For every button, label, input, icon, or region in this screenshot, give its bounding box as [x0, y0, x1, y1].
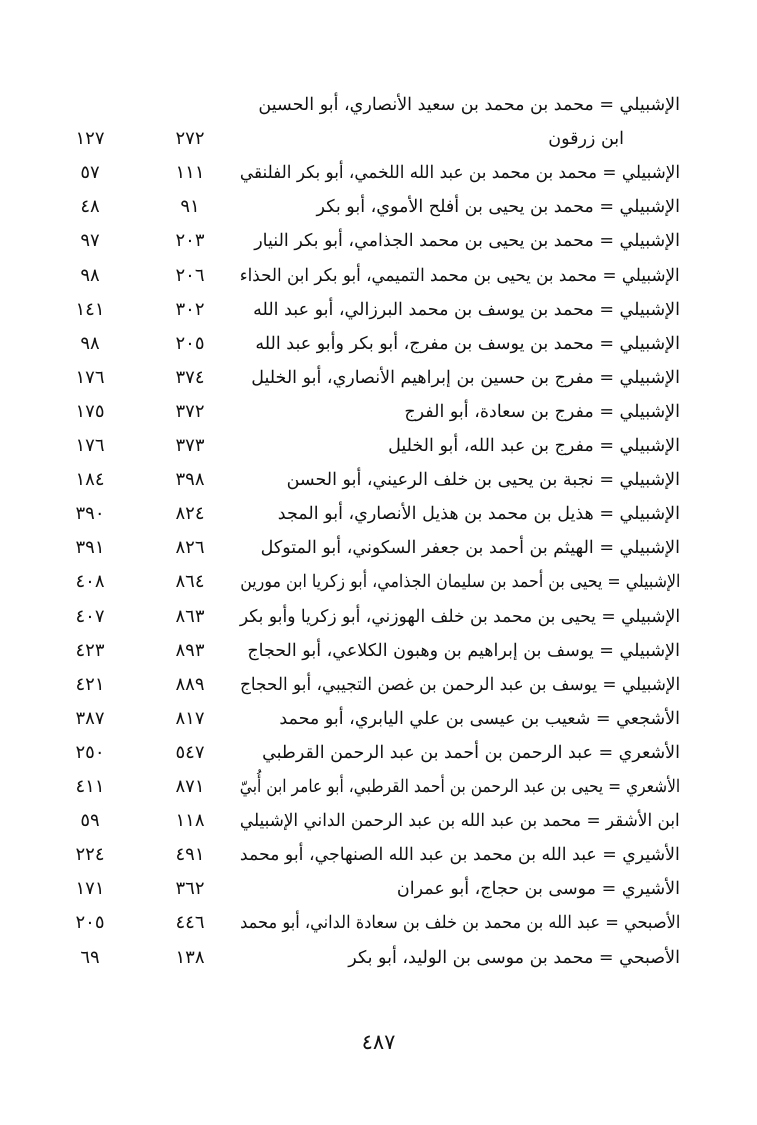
- entry-name: الأشعري = عبد الرحمن بن أحمد بن عبد الرحمن القرطبي: [262, 742, 680, 763]
- entry-name: الأصبحي = محمد بن موسى بن الوليد، أبو بكر: [348, 947, 680, 968]
- index-entry: [55, 736, 680, 770]
- entry-number: ٤٤٦: [175, 912, 205, 934]
- entry-page: ١٧٥: [75, 400, 105, 422]
- index-entry: [55, 668, 680, 702]
- entry-number: ٣٦٢: [175, 878, 205, 900]
- entry-name: الإشبيلي = مفرج بن عبد الله، أبو الخليل: [388, 436, 680, 456]
- entry-page: ٤٨: [80, 196, 100, 218]
- entry-page: ١٤١: [75, 298, 105, 320]
- index-entry: [55, 600, 680, 634]
- entry-number: ٨٨٩: [175, 673, 205, 695]
- index-entry: [55, 838, 680, 872]
- entry-name: الإشبيلي = مفرج بن حسين بن إبراهيم الأنصاري، أبو الخليل: [251, 367, 680, 388]
- entry-name: الإشبيلي = الهيثم بن أحمد بن جعفر السكوني، أبو المتوكل: [260, 538, 680, 559]
- entry-page: ٥٩: [80, 810, 100, 832]
- entry-name: الأشيري = موسى بن حجاج، أبو عمران: [396, 879, 680, 900]
- entry-number: ٩١: [180, 196, 200, 218]
- index-entry: [55, 395, 680, 429]
- index-entry: [55, 361, 680, 395]
- index-entry: [55, 259, 680, 293]
- entry-page: ٤١١: [75, 776, 105, 797]
- entry-number: ٨١٧: [175, 707, 205, 729]
- entry-number: ٨٩٣: [175, 639, 205, 661]
- entry-page: ٤٠٧: [75, 605, 105, 627]
- index-entry: [55, 463, 680, 497]
- index-entry: [55, 497, 680, 531]
- index-entry: [55, 293, 680, 327]
- entry-number: ٣٩٨: [175, 469, 205, 491]
- index-entry: [55, 702, 680, 736]
- entry-page: ١٧٦: [75, 435, 105, 456]
- entry-name: الأشعري = يحيى بن عبد الرحمن بن أحمد القرطبي، أبو عامر ابن أُبيّ: [239, 777, 680, 797]
- index-entry: [55, 224, 680, 258]
- entry-number: ٨٦٤: [175, 571, 205, 593]
- index-entry: [55, 156, 680, 190]
- entry-name: الإشبيلي = يوسف بن عبد الرحمن بن غصن التجيبي، أبو الحجاج: [239, 674, 680, 695]
- index-entry: [55, 634, 680, 668]
- entry-number: ٣٠٢: [175, 298, 205, 320]
- entry-page: ٤٢١: [75, 673, 105, 695]
- entry-name: الإشبيلي = محمد بن يحيى بن محمد التميمي، أبو بكر ابن الحذاء: [240, 265, 680, 286]
- entry-name: الإشبيلي = محمد بن محمد بن سعيد الأنصاري، أبو الحسين: [258, 95, 680, 115]
- entry-page: ٣٩٠: [75, 503, 105, 525]
- entry-number: ٢٠٦: [175, 264, 205, 286]
- index-entry: [55, 941, 680, 975]
- index-entry: [55, 804, 680, 838]
- entry-number: ٨٢٤: [175, 503, 205, 525]
- entry-name: ابن الأشقر = محمد بن عبد الله بن عبد الرحمن الداني الإشبيلي: [240, 811, 680, 832]
- entry-number: ٣٧٤: [175, 366, 205, 388]
- index-entry: [55, 88, 680, 122]
- entry-page: ٤٠٨: [75, 571, 105, 593]
- index-entry: [55, 327, 680, 361]
- entry-name: ابن زرقون: [548, 129, 624, 150]
- entry-page: ٦٩: [80, 946, 100, 968]
- entry-page: ١٢٧: [75, 128, 105, 150]
- entry-number: ٢٠٣: [175, 230, 205, 252]
- entry-page: ٢٢٤: [75, 844, 105, 866]
- entry-page: ٣٩١: [75, 537, 105, 559]
- entry-number: ٨٦٣: [175, 605, 205, 627]
- entry-name: الإشبيلي = محمد بن محمد بن عبد الله اللخمي، أبو بكر الفلنقي: [239, 163, 680, 184]
- entry-page: ١٧٦: [75, 366, 105, 388]
- entry-number: ٣٧٢: [175, 400, 205, 422]
- entry-name: الأصبحي = عبد الله بن محمد بن خلف بن سعادة الداني، أبو محمد: [239, 913, 680, 934]
- entry-name: الإشبيلي = محمد بن يحيى بن أفلح الأموي، أبو بكر: [316, 197, 680, 218]
- entry-name: الإشبيلي = نجبة بن يحيى بن خلف الرعيني، أبو الحسن: [286, 470, 680, 491]
- entry-number: ٢٧٢: [175, 128, 205, 150]
- index-entry: [55, 565, 680, 599]
- index-entry: [55, 429, 680, 463]
- entry-name: الإشبيلي = محمد بن يوسف بن محمد البرزالي، أبو عبد الله: [253, 299, 680, 320]
- entry-page: ٩٨: [80, 332, 100, 354]
- entry-page: ٩٧: [80, 230, 100, 252]
- index-entry: [55, 122, 680, 156]
- index-entry: [55, 872, 680, 906]
- entry-name: الإشبيلي = يحيى بن محمد بن خلف الهوزني، أبو زكريا وأبو بكر: [239, 606, 680, 627]
- index-entry: [55, 531, 680, 565]
- index-entry: [55, 906, 680, 940]
- entry-number: ٥٤٧: [175, 741, 205, 763]
- entry-number: ١١٨: [175, 810, 205, 832]
- entry-page: ٩٨: [80, 264, 100, 286]
- entry-page: ٣٨٧: [75, 707, 105, 729]
- entry-number: ٤٩١: [175, 844, 205, 866]
- entry-number: ١١١: [175, 162, 205, 184]
- entry-number: ٢٠٥: [175, 332, 205, 354]
- entry-page: ٢٥٠: [75, 741, 105, 763]
- entry-number: ١٣٨: [175, 946, 205, 968]
- page-number: ٤٨٧: [361, 1030, 396, 1054]
- entry-number: ٨٢٦: [175, 537, 205, 559]
- index-entry: [55, 190, 680, 224]
- entry-number: ٣٧٣: [175, 435, 205, 456]
- entry-name: الإشبيلي = محمد بن يحيى بن محمد الجذامي، أبو بكر النيار: [254, 231, 680, 252]
- entry-name: الإشبيلي = مفرج بن سعادة، أبو الفرج: [404, 401, 680, 422]
- entry-name: الإشبيلي = يحيى بن أحمد بن سليمان الجذامي، أبو زكريا ابن مورين: [239, 572, 680, 593]
- index-entry: [55, 770, 680, 804]
- entry-name: الإشبيلي = يوسف بن إبراهيم بن وهبون الكلاعي، أبو الحجاج: [247, 640, 680, 661]
- entry-name: الإشبيلي = محمد بن يوسف بن مفرج، أبو بكر وأبو عبد الله: [255, 333, 680, 354]
- entry-page: ١٨٤: [75, 469, 105, 491]
- entry-name: الإشبيلي = هذيل بن محمد بن هذيل الأنصاري، أبو المجد: [277, 504, 680, 525]
- entry-page: ٤٢٣: [75, 639, 105, 661]
- entry-page: ٢٠٥: [75, 912, 105, 934]
- entry-name: الأشجعي = شعيب بن عيسى بن علي اليابري، أبو محمد: [279, 708, 680, 729]
- entry-name: الأشيري = عبد الله بن محمد بن عبد الله الصنهاجي، أبو محمد: [240, 845, 680, 866]
- entry-number: ٨٧١: [175, 776, 205, 797]
- entry-page: ١٧١: [75, 878, 105, 900]
- entry-page: ٥٧: [80, 162, 100, 184]
